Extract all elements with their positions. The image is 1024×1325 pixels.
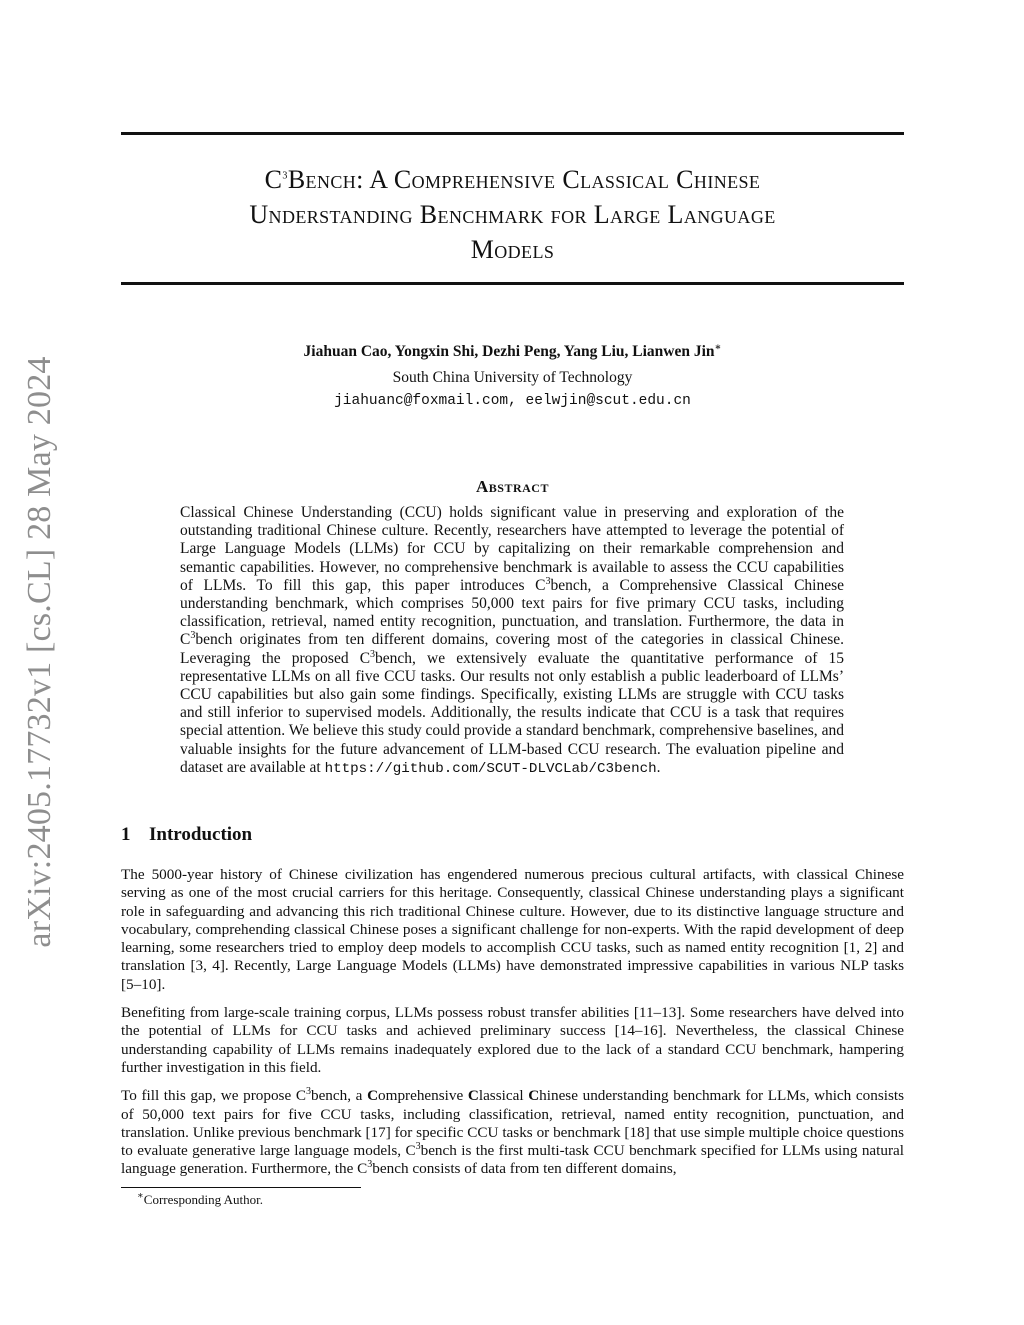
title-top-rule [121, 132, 904, 135]
abstract-heading: Abstract [476, 477, 549, 496]
title-bottom-rule [121, 282, 904, 285]
introduction-body [121, 866, 904, 1189]
corresponding-mark: ∗ [714, 341, 722, 353]
footnote: ∗Corresponding Author. [137, 1190, 263, 1207]
section-number: 1 [121, 824, 131, 845]
title-line-1: $C^3Bench$: A Comprehensive Classical Chinese [264, 165, 761, 194]
intro-paragraph-3: To fill this gap, we propose $C^3bench$, a Comprehensive Classical Chinese understanding benchmark for LLMs, which consists of 50,000 text pairs for five CCU tasks, including classification, retrieval, named entity recognition, punctuation, and translation. Unlike previous benchmark [17] for specific CCU tasks or benchmark [18] that use simple multiple choice questions to evaluate generative large language models, $C^3bench$ is the first multi-task CCU benchmark specified for LLMs using natural language generation. Furthermore, the $C^3bench$ consists of data from ten different domains, [121, 1086, 904, 1178]
arxiv-id-text: arXiv:2405.17732v1 [cs.CL] 28 May 2024 [21, 356, 58, 948]
author-names: Jiahuan Cao, Yongxin Shi, Dezhi Peng, Yang Liu, Lianwen Jin [303, 343, 715, 360]
abstract-body: Classical Chinese Understanding (CCU) holds significant value in preserving and exploration of the outstanding traditional Chinese culture. Recently, researchers have attempted to leverage the potential of Large Language Models (LLMs) for CCU by capitalizing on their remarkable comprehension and semantic capabilities. However, no comprehensive benchmark is available to assess the CCU capabilities of LLMs. To fill this gap, this paper introduces $C^3bench$, a Comprehensive Classical Chinese understanding benchmark, which comprises 50,000 text pairs for five primary CCU tasks, including classification, retrieval, named entity recognition, punctuation, and translation. Furthermore, the data in $C^3bench$ originates from ten different domains, covering most of the categories in classical Chinese. Leveraging the proposed $C^3bench$, we extensively evaluate the quantitative performance of 15 representative LLMs on all five CCU tasks. Our results not only establish a public leaderboard of LLMs’ CCU capabilities but also gain some findings. Specifically, existing LLMs are struggle with CCU tasks and still inferior to supervised models. Additionally, the results indicate that CCU is a task that requires special attention. We believe this study could provide a standard benchmark, comprehensive baselines, and valuable insights for the future advancement of LLM-based CCU research. The evaluation pipeline and dataset are available at https://github.com/SCUT-DLVCLab/C3bench. [180, 504, 844, 777]
author-emails: jiahuanc@foxmail.com, eelwjin@scut.edu.cn [334, 393, 691, 409]
dataset-link[interactable]: https://github.com/SCUT-DLVCLab/C3bench [324, 760, 657, 777]
author-list [121, 343, 904, 361]
footnote-rule [121, 1187, 361, 1188]
title-line-2: Understanding Benchmark for Large Language [249, 200, 776, 229]
paper-title [121, 162, 904, 267]
section-heading-introduction [121, 824, 252, 846]
section-title: Introduction [149, 824, 253, 845]
intro-paragraph-1: The 5000-year history of Chinese civilization has engendered numerous precious cultural artifacts, with classical Chinese serving as one of the most crucial carriers for this heritage. Consequently, classical Chinese understanding plays a significant role in safeguarding and advancing this rich traditional Chinese culture. However, due to its distinctive language structure and vocabulary, comprehending classical Chinese poses a significant challenge for non-experts. With the rapid development of deep learning, some researchers tried to employ deep models to accomplish CCU tasks, such as named entity recognition [1, 2] and translation [3, 4]. Recently, Large Language Models (LLMs) have demonstrated impressive capabilities in various NLP tasks [5–10]. [121, 866, 904, 993]
title-line-3: Models [470, 235, 555, 264]
affiliation: South China University of Technology [392, 369, 633, 386]
intro-paragraph-2: Benefiting from large-scale training corpus, LLMs possess robust transfer abilities [11–13]. Some researchers have delved into the potential of LLMs for CCU tasks and achieved preliminary success [14–16]. Nevertheless, the classical Chinese understanding capability of LLMs remains inadequately explored due to the lack of a standard CCU benchmark, hampering further investigation in this field. [121, 1004, 904, 1076]
